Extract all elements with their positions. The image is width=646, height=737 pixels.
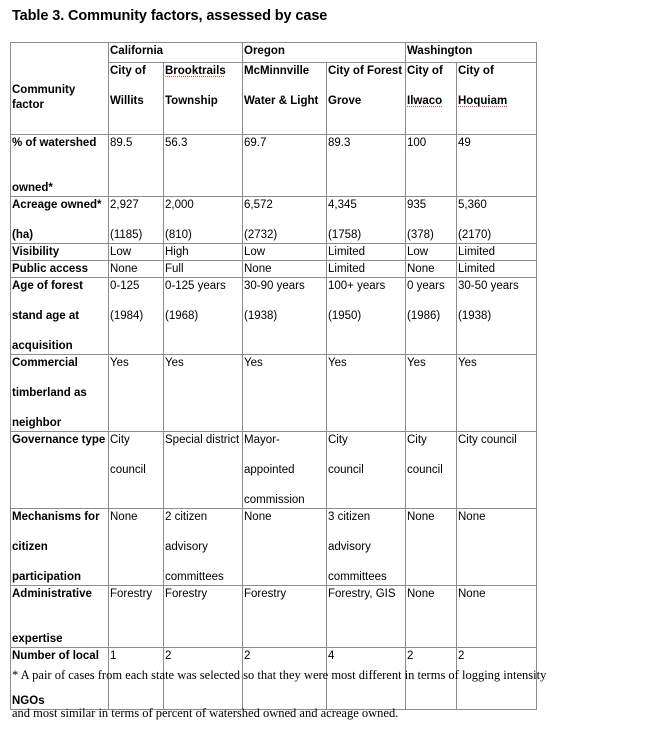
factor-cell (11, 586, 109, 648)
value-cell (457, 355, 537, 432)
cell-value: (1185) (110, 229, 143, 241)
factor-header-line: factor (12, 98, 44, 111)
factor-label: acquisition (12, 340, 73, 352)
cell-value: (2732) (244, 229, 278, 241)
table-title: Table 3. Community factors, assessed by case (12, 8, 328, 24)
value-cell (406, 135, 457, 197)
factor-cell (11, 432, 109, 509)
cell-value: Limited (328, 263, 366, 275)
factor-label: NGOs (12, 695, 45, 707)
table-row (11, 135, 537, 197)
value-cell (406, 355, 457, 432)
value-cell (243, 244, 327, 261)
cell-value: 2 (458, 650, 465, 662)
cell-value: (1938) (458, 310, 492, 322)
city-header (164, 63, 243, 135)
city-header-top: McMinnville (244, 65, 310, 77)
cell-value: Yes (165, 357, 184, 369)
cell-value: council (407, 464, 443, 476)
cell-value: (1984) (110, 310, 144, 322)
cell-value: None (110, 263, 138, 275)
value-cell (406, 278, 457, 355)
factor-label: Visibility (12, 246, 60, 258)
value-cell (406, 261, 457, 278)
cell-value: 89.3 (328, 137, 351, 149)
factor-label: neighbor (12, 417, 62, 429)
cell-value: (378) (407, 229, 434, 241)
cell-value: None (244, 263, 272, 275)
value-cell (243, 586, 327, 648)
value-cell (164, 586, 243, 648)
table-body (11, 43, 537, 710)
factor-cell (11, 197, 109, 244)
value-cell (457, 197, 537, 244)
city-header (406, 63, 457, 135)
cell-value: 100 (407, 137, 427, 149)
cell-value: None (110, 511, 138, 523)
value-cell (327, 261, 406, 278)
factor-cell (11, 261, 109, 278)
factor-label: Mechanisms for (12, 511, 100, 523)
value-cell (457, 244, 537, 261)
value-cell (243, 432, 327, 509)
value-cell (457, 278, 537, 355)
factor-label: Age of forest (12, 280, 83, 292)
cell-value: 935 (407, 199, 427, 211)
factor-label: Number of local (12, 650, 99, 662)
factor-label: stand age at (12, 310, 80, 322)
cell-value: 30-90 years (244, 280, 305, 292)
cell-value: 5,360 (458, 199, 487, 211)
value-cell (243, 135, 327, 197)
value-cell (327, 197, 406, 244)
cell-value: Limited (458, 246, 496, 258)
value-cell (327, 135, 406, 197)
header-row-states (11, 43, 537, 63)
value-cell (164, 135, 243, 197)
value-cell (327, 278, 406, 355)
table-row (11, 355, 537, 432)
cell-value: None (407, 263, 435, 275)
cell-value: Yes (328, 357, 347, 369)
table-row (11, 197, 537, 244)
factor-cell (11, 355, 109, 432)
cell-value: commission (244, 494, 305, 506)
cell-value: advisory (328, 541, 371, 553)
factor-label: % of watershed (12, 137, 97, 149)
cell-value: City (407, 434, 427, 446)
city-header-top: City of (458, 65, 494, 77)
cell-value: advisory (165, 541, 208, 553)
cell-value: None (244, 511, 272, 523)
cell-value: 56.3 (165, 137, 188, 149)
cell-value: 69.7 (244, 137, 267, 149)
cell-value: Low (110, 246, 132, 258)
cell-value: (1986) (407, 310, 441, 322)
cell-value: (2170) (458, 229, 492, 241)
value-cell (406, 432, 457, 509)
cell-value: 2 (407, 650, 414, 662)
factor-label: Administrative (12, 588, 92, 600)
cell-value: 4 (328, 650, 335, 662)
factor-label: Governance type (12, 434, 106, 446)
value-cell (164, 278, 243, 355)
city-header-bottom: Willits (110, 95, 144, 107)
value-cell (406, 586, 457, 648)
factor-label: owned* (12, 182, 53, 194)
community-factors-table (10, 42, 537, 710)
table-row (11, 432, 537, 509)
cell-value: City (328, 434, 348, 446)
factor-cell (11, 278, 109, 355)
cell-value: High (165, 246, 189, 258)
cell-value: Yes (407, 357, 426, 369)
cell-value: (810) (165, 229, 192, 241)
value-cell (243, 278, 327, 355)
city-header-bottom: Township (165, 95, 218, 107)
value-cell (243, 197, 327, 244)
cell-value: (1938) (244, 310, 278, 322)
value-cell (109, 586, 164, 648)
city-header (457, 63, 537, 135)
value-cell (164, 244, 243, 261)
cell-value: Forestry (110, 588, 153, 600)
value-cell (327, 509, 406, 586)
value-cell (164, 432, 243, 509)
value-cell (109, 261, 164, 278)
cell-value: 30-50 years (458, 280, 519, 292)
city-header-top: City of Forest (328, 65, 403, 77)
value-cell (327, 432, 406, 509)
cell-value: Yes (110, 357, 129, 369)
state-header-california: California (109, 43, 243, 63)
cell-value: City council (458, 434, 517, 446)
cell-value: 2,000 (165, 199, 194, 211)
cell-value: Mayor- (244, 434, 280, 446)
state-header-oregon: Oregon (243, 43, 406, 63)
cell-value: None (407, 588, 435, 600)
cell-value: Low (244, 246, 266, 258)
city-header-bottom: Water & Light (244, 95, 319, 107)
factor-label: (ha) (12, 229, 34, 241)
city-header (243, 63, 327, 135)
cell-value: Yes (458, 357, 477, 369)
cell-value: None (458, 588, 486, 600)
cell-value: (1758) (328, 229, 362, 241)
cell-value: council (110, 464, 146, 476)
city-header-top: City of (110, 65, 146, 77)
value-cell (457, 261, 537, 278)
cell-value: (1950) (328, 310, 362, 322)
value-cell (109, 355, 164, 432)
value-cell (243, 509, 327, 586)
value-cell (109, 135, 164, 197)
factor-cell (11, 509, 109, 586)
table-row (11, 586, 537, 648)
cell-value: Low (407, 246, 429, 258)
city-header-top: City of (407, 65, 443, 77)
cell-value: 49 (458, 137, 471, 149)
value-cell (243, 355, 327, 432)
value-cell (109, 244, 164, 261)
cell-value: Limited (458, 263, 496, 275)
value-cell (457, 432, 537, 509)
cell-value: council (328, 464, 364, 476)
value-cell (457, 586, 537, 648)
factor-label: Public access (12, 263, 89, 275)
factor-label: citizen (12, 541, 48, 553)
footnote-line-2: and most similar in terms of percent of watershed owned and acreage owned. (12, 706, 399, 720)
value-cell (164, 197, 243, 244)
cell-value: 2 (244, 650, 251, 662)
cell-value: 2,927 (110, 199, 139, 211)
value-cell (109, 197, 164, 244)
value-cell (164, 355, 243, 432)
factor-column-header (11, 43, 109, 135)
cell-value: committees (328, 571, 387, 583)
factor-label: Acreage owned* (12, 199, 102, 211)
cell-value: Special district (165, 434, 240, 446)
cell-value: None (407, 511, 435, 523)
footnote-line-1: * A pair of cases from each state was selected so that they were most different in terms of logging intensity (12, 668, 547, 682)
table-row (11, 509, 537, 586)
cell-value: 89.5 (110, 137, 133, 149)
cell-value: Limited (328, 246, 366, 258)
cell-value: 0-125 (110, 280, 140, 292)
value-cell (109, 432, 164, 509)
cell-value: Forestry, GIS (328, 588, 396, 600)
cell-value: 100+ years (328, 280, 386, 292)
cell-value: Forestry (165, 588, 208, 600)
city-header-bottom: Ilwaco (407, 95, 443, 107)
cell-value: (1968) (165, 310, 199, 322)
cell-value: 0 years (407, 280, 445, 292)
factor-cell (11, 135, 109, 197)
factor-label: expertise (12, 633, 63, 645)
table-row (11, 278, 537, 355)
table-row (11, 244, 537, 261)
value-cell (164, 261, 243, 278)
factor-header-line: Community (12, 83, 76, 96)
factor-label: participation (12, 571, 82, 583)
value-cell (327, 586, 406, 648)
cell-value: 6,572 (244, 199, 273, 211)
cell-value: appointed (244, 464, 295, 476)
cell-value: Full (165, 263, 184, 275)
factor-label: Commercial (12, 357, 78, 369)
cell-value: committees (165, 571, 224, 583)
value-cell (243, 261, 327, 278)
cell-value: None (458, 511, 486, 523)
city-header (327, 63, 406, 135)
value-cell (109, 509, 164, 586)
value-cell (406, 509, 457, 586)
value-cell (406, 197, 457, 244)
state-header-washington: Washington (406, 43, 537, 63)
cell-value: 3 citizen (328, 511, 371, 523)
cell-value: 1 (110, 650, 117, 662)
cell-value: Yes (244, 357, 263, 369)
city-header-top: Brooktrails (165, 65, 226, 77)
value-cell (109, 278, 164, 355)
factor-cell (11, 244, 109, 261)
cell-value: 4,345 (328, 199, 357, 211)
value-cell (164, 509, 243, 586)
city-header-bottom: Hoquiam (458, 95, 508, 107)
cell-value: 0-125 years (165, 280, 226, 292)
value-cell (327, 355, 406, 432)
cell-value: City (110, 434, 130, 446)
city-header (109, 63, 164, 135)
value-cell (457, 509, 537, 586)
cell-value: 2 (165, 650, 172, 662)
cell-value: Forestry (244, 588, 287, 600)
cell-value: 2 citizen (165, 511, 208, 523)
value-cell (327, 244, 406, 261)
city-header-bottom: Grove (328, 95, 362, 107)
value-cell (406, 244, 457, 261)
value-cell (457, 135, 537, 197)
factor-label: timberland as (12, 387, 87, 399)
table-row (11, 261, 537, 278)
